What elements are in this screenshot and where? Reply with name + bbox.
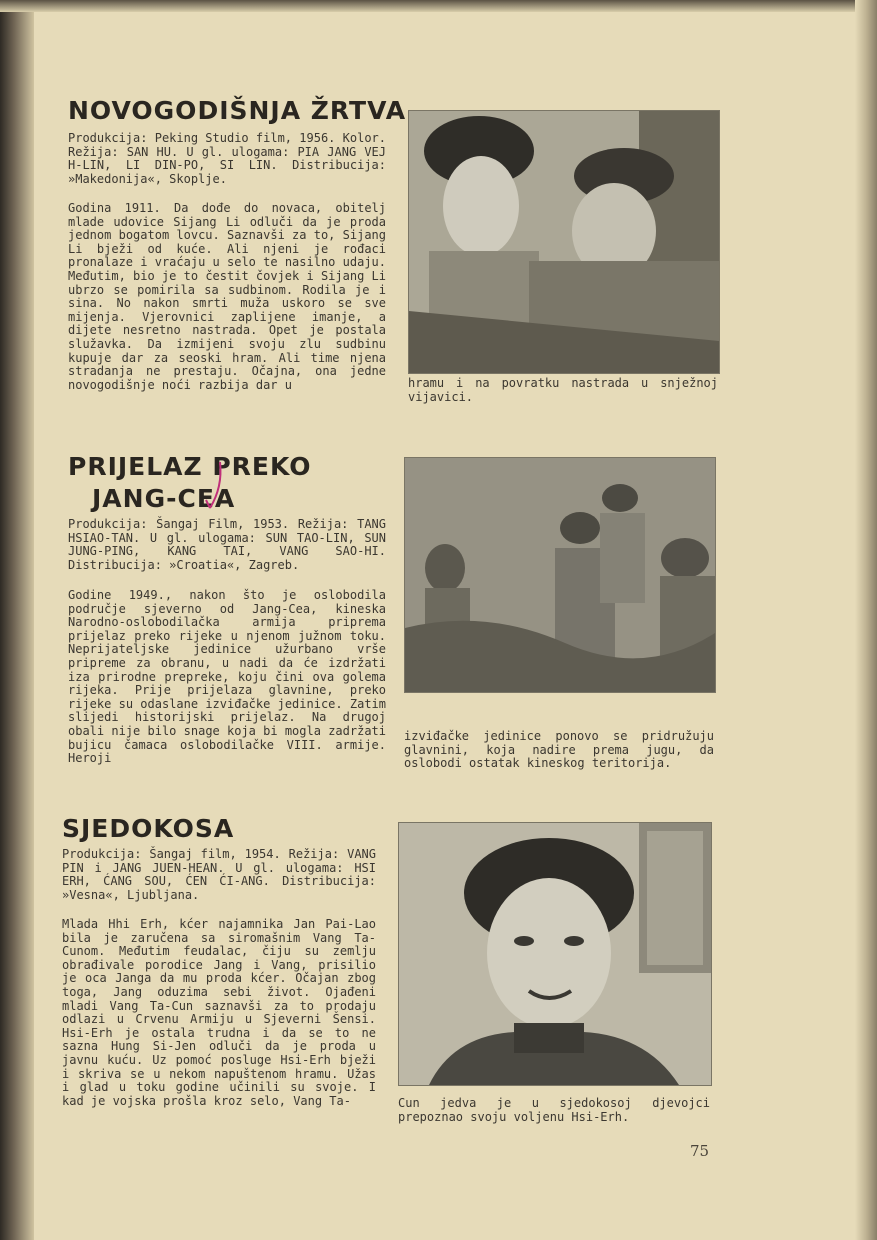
article-credits: Produkcija: Šangaj film, 1954. Režija: VANG PIN i JANG JUEN-HEAN. U gl. ulogama: HSI ERH, ĆANG SOU, ĆEN ĆI-ANG. Distribucija: »Vesna«, Ljubljana. [62,847,376,902]
film-still-photo [404,457,716,693]
film-still-photo [408,110,720,374]
article-credits: Produkcija: Šangaj Film, 1953. Režija: TANG HSIAO-TAN. U gl. ulogama: SUN TAO-LIN, SUN JUNG-PING, KANG TAI, VANG SAO-HI. Distribucija: »Croatia«, Zagreb. [68,517,386,572]
article-body: Godina 1911. Da dođe do novaca, obitelj mlade udovice Sijang Li odluči da je proda jednom bogatom lovcu. Saznavši za to, Sijang Li bježi od kuće. Ali njeni je rođaci pronalaze i vraćaju u selo te nasilno udaju. Međutim, bio je to čestit čovjek i Sijang Li ubrzo se pomirila sa sudbinom. Rodila je i sina. No nakon smrti muža uskoro se sve mijenja. Vjerovnici zaplijene imanje, a dijete nesretno nastrada. Opet je postala služavka. Da izmijeni svoju zlu sudbinu kupuje dar za seoski hram. Ali time njena stradanja ne prestaju. Očajna, ona jedne novogodišnje noći razbija dar u [68,201,386,392]
film-still-girl-image [399,823,711,1085]
article-body: Godine 1949., nakon što je oslobodila područje sjeverno od Jang-Cea, kineska Narodno-oslobodilačka armija priprema prijelaz preko rijeke u njenom južnom toku. Neprijateljske jedinice užurbano vrše pripreme za obranu, u nadi da će izdržati iza prirodne prepreke, koju čini ova golema rijeka. Prije prijelaza glavnine, preko rijeke su odaslane izviđačke jedinice. Zatim slijedi historijski prijelaz. Na drugoj obali nije bilo snage koja bi mogla zadržati bujicu čamaca oslobodilačke VIII. armije. Heroji [68,588,386,766]
photo-caption: Cun jedva je u sjedokosoj djevojci prepoznao svoju voljenu Hsi-Erh. [398,1096,710,1124]
article-body: Mlada Hhi Erh, kćer najamnika Jan Pai-Lao bila je zaručena sa siromašnim Vang Ta-Cunom. Međutim feudalac, čiju su zemlju obrađivale porodice Jang i Vang, prisilio je oca Janga da mu proda kćer. Očajan zbog toga, Jang oduzima sebi život. Ojađeni mladi Vang Ta-Cun saznavši za to prodaju odlazi u Crvenu Armiju u Sjeverni Šensi. Hsi-Erh je ostala trudna i da se to ne sazna Hung Si-Jen odluči da je proda u javnu kuću. Uz pomoć posluge Hsi-Erh bježi i skriva se u nekom napuštenom hramu. Užas i glad u toku godine učinili su svoje. I kad je vojska prošla kroz selo, Vang Ta- [62,917,376,1108]
page-number: 75 [690,1142,710,1160]
article-title-novogodisnja-zrtva: NOVOGODIŠNJA ŽRTVA [68,96,407,125]
photo-caption: hramu i na povratku nastrada u snježnoj vijavici. [408,376,718,404]
pen-mark-icon [200,460,240,520]
page-binding-shadow [0,0,34,1240]
article-credits: Produkcija: Peking Studio film, 1956. Kolor. Režija: SAN HU. U gl. ulogama: PIA JANG VEJ H-LIN, LI DIN-PO, SI LIN. Distribucija: »Makedonija«, Skoplje. [68,131,386,186]
film-still-couple-image [409,111,719,373]
film-still-soldiers-image [405,458,715,692]
article-title-line2: JANG-CEA [92,484,236,513]
film-still-photo [398,822,712,1086]
article-title-line1: PRIJELAZ PREKO [68,452,312,481]
article-title-sjedokosa: SJEDOKOSA [62,814,235,843]
page-top-edge [0,0,877,12]
photo-caption: izviđačke jedinice ponovo se pridružuju glavnini, koja nadire prema jugu, da oslobodi ostatak kineskog teritorija. [404,729,714,770]
page-right-edge [855,0,877,1240]
